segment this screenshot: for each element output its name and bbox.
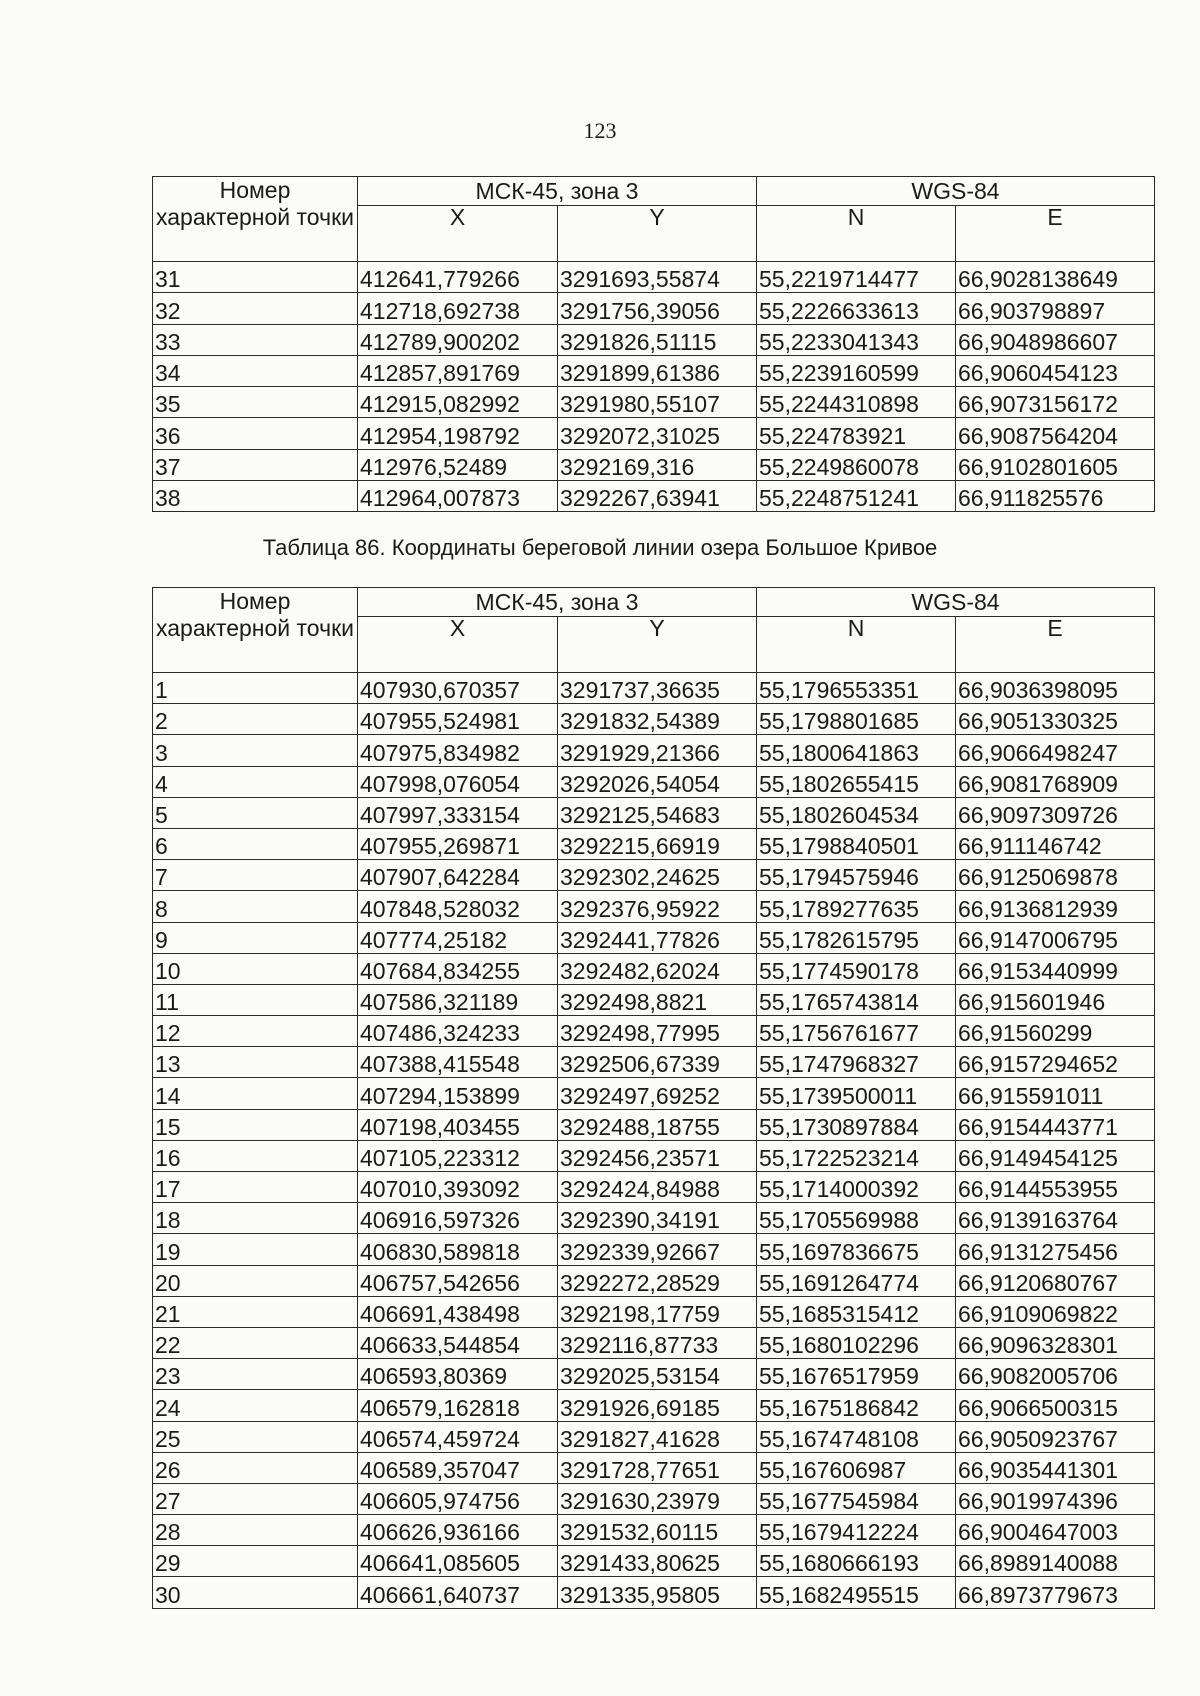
y-value-cell: 3292497,69252: [558, 1078, 757, 1109]
x-value-cell: 412954,198792: [358, 418, 558, 449]
e-column-header: E: [956, 206, 1155, 262]
point-number-cell: 35: [153, 387, 358, 418]
n-value-cell: 55,1802604534: [757, 797, 956, 828]
y-value-cell: 3292506,67339: [558, 1047, 757, 1078]
point-number-cell: 2: [153, 704, 358, 735]
table-row: [153, 828, 1155, 859]
point-number-cell: 33: [153, 324, 358, 355]
y-value-cell: 3292169,316: [558, 449, 757, 480]
y-value-cell: 3292302,24625: [558, 860, 757, 891]
x-value-cell: 407105,223312: [358, 1140, 558, 1171]
table-row: [153, 891, 1155, 922]
n-value-cell: 55,2249860078: [757, 449, 956, 480]
n-value-cell: 55,1747968327: [757, 1047, 956, 1078]
y-value-cell: 3292390,34191: [558, 1203, 757, 1234]
table-row: [153, 1515, 1155, 1546]
point-number-cell: 13: [153, 1047, 358, 1078]
x-value-cell: 406691,438498: [358, 1296, 558, 1327]
x-value-cell: 407388,415548: [358, 1047, 558, 1078]
table-row: [153, 735, 1155, 766]
table-row: [153, 481, 1155, 512]
e-value-cell: 66,9131275456: [956, 1234, 1155, 1265]
y-value-cell: 3292116,87733: [558, 1327, 757, 1358]
table-row: [153, 1234, 1155, 1265]
x-value-cell: 406593,80369: [358, 1359, 558, 1390]
x-value-cell: 406574,459724: [358, 1421, 558, 1452]
x-value-cell: 407955,269871: [358, 828, 558, 859]
y-value-cell: 3291832,54389: [558, 704, 757, 735]
e-value-cell: 66,9136812939: [956, 891, 1155, 922]
x-value-cell: 406916,597326: [358, 1203, 558, 1234]
point-number-header: Номер характерной точки: [153, 588, 358, 673]
point-number-cell: 29: [153, 1546, 358, 1577]
e-value-cell: 66,9066500315: [956, 1390, 1155, 1421]
y-value-cell: 3292215,66919: [558, 828, 757, 859]
point-number-cell: 32: [153, 293, 358, 324]
y-value-cell: 3292026,54054: [558, 766, 757, 797]
n-value-cell: 55,1782615795: [757, 922, 956, 953]
y-value-cell: 3291693,55874: [558, 262, 757, 293]
n-value-cell: 55,1722523214: [757, 1140, 956, 1171]
e-value-cell: 66,9004647003: [956, 1515, 1155, 1546]
e-value-cell: 66,9087564204: [956, 418, 1155, 449]
x-value-cell: 412857,891769: [358, 355, 558, 386]
x-value-cell: 406605,974756: [358, 1483, 558, 1514]
table-row: [153, 387, 1155, 418]
e-value-cell: 66,9066498247: [956, 735, 1155, 766]
table-row: [153, 293, 1155, 324]
e-value-cell: 66,9051330325: [956, 704, 1155, 735]
point-number-cell: 16: [153, 1140, 358, 1171]
x-value-cell: 412964,007873: [358, 481, 558, 512]
x-value-cell: 407774,25182: [358, 922, 558, 953]
e-value-cell: 66,9082005706: [956, 1359, 1155, 1390]
y-value-cell: 3292198,17759: [558, 1296, 757, 1327]
y-value-cell: 3291630,23979: [558, 1483, 757, 1514]
point-number-cell: 1: [153, 673, 358, 704]
x-value-cell: 407010,393092: [358, 1172, 558, 1203]
table-row: [153, 1109, 1155, 1140]
e-value-cell: 66,9019974396: [956, 1483, 1155, 1514]
x-value-cell: 406830,589818: [358, 1234, 558, 1265]
e-value-cell: 66,9073156172: [956, 387, 1155, 418]
n-value-cell: 55,2248751241: [757, 481, 956, 512]
n-value-cell: 55,167606987: [757, 1452, 956, 1483]
x-column-header: X: [358, 206, 558, 262]
x-value-cell: 407294,153899: [358, 1078, 558, 1109]
table-row: [153, 673, 1155, 704]
n-column-header: N: [757, 617, 956, 673]
x-value-cell: 406589,357047: [358, 1452, 558, 1483]
table-row: [153, 262, 1155, 293]
x-value-cell: 407955,524981: [358, 704, 558, 735]
y-value-cell: 3292267,63941: [558, 481, 757, 512]
table-row: [153, 1577, 1155, 1608]
n-column-header: N: [757, 206, 956, 262]
e-value-cell: 66,9144553955: [956, 1172, 1155, 1203]
e-value-cell: 66,9035441301: [956, 1452, 1155, 1483]
n-value-cell: 55,1794575946: [757, 860, 956, 891]
y-column-header: Y: [558, 617, 757, 673]
e-value-cell: 66,9147006795: [956, 922, 1155, 953]
y-value-cell: 3291433,80625: [558, 1546, 757, 1577]
table-row: [153, 1296, 1155, 1327]
n-value-cell: 55,224783921: [757, 418, 956, 449]
e-value-cell: 66,9120680767: [956, 1265, 1155, 1296]
table-row: [153, 1203, 1155, 1234]
e-value-cell: 66,911146742: [956, 828, 1155, 859]
e-value-cell: 66,9028138649: [956, 262, 1155, 293]
n-value-cell: 55,1679412224: [757, 1515, 956, 1546]
e-value-cell: 66,9081768909: [956, 766, 1155, 797]
e-value-cell: 66,9036398095: [956, 673, 1155, 704]
x-value-cell: 407907,642284: [358, 860, 558, 891]
table-row: [153, 704, 1155, 735]
shoreline-coordinates-table: [152, 587, 1155, 1609]
point-number-cell: 31: [153, 262, 358, 293]
table-row: [153, 418, 1155, 449]
e-value-cell: 66,91560299: [956, 1016, 1155, 1047]
e-value-cell: 66,9060454123: [956, 355, 1155, 386]
y-value-cell: 3292498,77995: [558, 1016, 757, 1047]
wgs-group-header: WGS-84: [757, 588, 1155, 617]
n-value-cell: 55,1691264774: [757, 1265, 956, 1296]
x-value-cell: 406579,162818: [358, 1390, 558, 1421]
point-number-cell: 38: [153, 481, 358, 512]
x-value-cell: 407975,834982: [358, 735, 558, 766]
table-row: [153, 1047, 1155, 1078]
y-value-cell: 3291335,95805: [558, 1577, 757, 1608]
n-value-cell: 55,2239160599: [757, 355, 956, 386]
e-value-cell: 66,8989140088: [956, 1546, 1155, 1577]
point-number-cell: 19: [153, 1234, 358, 1265]
y-value-cell: 3292072,31025: [558, 418, 757, 449]
point-number-cell: 11: [153, 984, 358, 1015]
y-value-cell: 3292482,62024: [558, 953, 757, 984]
msk-group-header: МСК-45, зона 3: [358, 177, 757, 206]
x-column-header: X: [358, 617, 558, 673]
y-value-cell: 3291926,69185: [558, 1390, 757, 1421]
point-number-cell: 26: [153, 1452, 358, 1483]
point-number-cell: 15: [153, 1109, 358, 1140]
point-number-cell: 34: [153, 355, 358, 386]
y-value-cell: 3292025,53154: [558, 1359, 757, 1390]
point-number-cell: 5: [153, 797, 358, 828]
y-value-cell: 3291980,55107: [558, 387, 757, 418]
table-row: [153, 449, 1155, 480]
table-row: [153, 1421, 1155, 1452]
table-caption: Таблица 86. Координаты береговой линии озера Большое Кривое: [262, 535, 938, 560]
e-value-cell: 66,911825576: [956, 481, 1155, 512]
n-value-cell: 55,2244310898: [757, 387, 956, 418]
e-value-cell: 66,9139163764: [956, 1203, 1155, 1234]
e-value-cell: 66,9125069878: [956, 860, 1155, 891]
y-value-cell: 3291826,51115: [558, 324, 757, 355]
n-value-cell: 55,1798801685: [757, 704, 956, 735]
point-number-cell: 10: [153, 953, 358, 984]
y-value-cell: 3292339,92667: [558, 1234, 757, 1265]
point-number-cell: 27: [153, 1483, 358, 1514]
y-value-cell: 3292125,54683: [558, 797, 757, 828]
point-number-cell: 28: [153, 1515, 358, 1546]
table-row: [153, 1359, 1155, 1390]
point-number-cell: 25: [153, 1421, 358, 1452]
point-number-cell: 21: [153, 1296, 358, 1327]
e-value-cell: 66,9154443771: [956, 1109, 1155, 1140]
n-value-cell: 55,1674748108: [757, 1421, 956, 1452]
e-value-cell: 66,9097309726: [956, 797, 1155, 828]
table-row: [153, 984, 1155, 1015]
x-value-cell: 412641,779266: [358, 262, 558, 293]
point-number-cell: 7: [153, 860, 358, 891]
y-column-header: Y: [558, 206, 757, 262]
n-value-cell: 55,1756761677: [757, 1016, 956, 1047]
table-row: [153, 1327, 1155, 1358]
n-value-cell: 55,1697836675: [757, 1234, 956, 1265]
page-number: 123: [583, 118, 617, 143]
n-value-cell: 55,1796553351: [757, 673, 956, 704]
table-row: [153, 922, 1155, 953]
n-value-cell: 55,1714000392: [757, 1172, 956, 1203]
e-value-cell: 66,9157294652: [956, 1047, 1155, 1078]
e-value-cell: 66,915591011: [956, 1078, 1155, 1109]
x-value-cell: 412976,52489: [358, 449, 558, 480]
table-row: [153, 1452, 1155, 1483]
x-value-cell: 406757,542656: [358, 1265, 558, 1296]
x-value-cell: 406641,085605: [358, 1546, 558, 1577]
coordinates-table-continued: [152, 176, 1155, 512]
e-value-cell: 66,9153440999: [956, 953, 1155, 984]
e-value-cell: 66,915601946: [956, 984, 1155, 1015]
y-value-cell: 3292424,84988: [558, 1172, 757, 1203]
n-value-cell: 55,1685315412: [757, 1296, 956, 1327]
e-value-cell: 66,9102801605: [956, 449, 1155, 480]
n-value-cell: 55,1802655415: [757, 766, 956, 797]
table-row: [153, 953, 1155, 984]
x-value-cell: 407998,076054: [358, 766, 558, 797]
x-value-cell: 407997,333154: [358, 797, 558, 828]
e-value-cell: 66,8973779673: [956, 1577, 1155, 1608]
n-value-cell: 55,1676517959: [757, 1359, 956, 1390]
y-value-cell: 3291728,77651: [558, 1452, 757, 1483]
table-row: [153, 1390, 1155, 1421]
x-value-cell: 407848,528032: [358, 891, 558, 922]
x-value-cell: 406661,640737: [358, 1577, 558, 1608]
y-value-cell: 3291532,60115: [558, 1515, 757, 1546]
point-number-cell: 3: [153, 735, 358, 766]
point-number-cell: 24: [153, 1390, 358, 1421]
point-number-cell: 9: [153, 922, 358, 953]
point-number-cell: 36: [153, 418, 358, 449]
n-value-cell: 55,1789277635: [757, 891, 956, 922]
n-value-cell: 55,1680102296: [757, 1327, 956, 1358]
point-number-cell: 37: [153, 449, 358, 480]
table-row: [153, 1483, 1155, 1514]
x-value-cell: 406633,544854: [358, 1327, 558, 1358]
n-value-cell: 55,1739500011: [757, 1078, 956, 1109]
n-value-cell: 55,2219714477: [757, 262, 956, 293]
point-number-cell: 17: [153, 1172, 358, 1203]
y-value-cell: 3291929,21366: [558, 735, 757, 766]
point-number-cell: 8: [153, 891, 358, 922]
n-value-cell: 55,1730897884: [757, 1109, 956, 1140]
y-value-cell: 3292456,23571: [558, 1140, 757, 1171]
x-value-cell: 407684,834255: [358, 953, 558, 984]
point-number-cell: 12: [153, 1016, 358, 1047]
table-row: [153, 797, 1155, 828]
point-number-cell: 20: [153, 1265, 358, 1296]
n-value-cell: 55,1774590178: [757, 953, 956, 984]
table-row: [153, 1546, 1155, 1577]
e-value-cell: 66,903798897: [956, 293, 1155, 324]
table-row: [153, 1265, 1155, 1296]
table-row: [153, 1078, 1155, 1109]
point-number-cell: 18: [153, 1203, 358, 1234]
e-value-cell: 66,9096328301: [956, 1327, 1155, 1358]
x-value-cell: 406626,936166: [358, 1515, 558, 1546]
y-value-cell: 3292441,77826: [558, 922, 757, 953]
n-value-cell: 55,1682495515: [757, 1577, 956, 1608]
table-row: [153, 860, 1155, 891]
n-value-cell: 55,1798840501: [757, 828, 956, 859]
point-number-header: Номер характерной точки: [153, 177, 358, 262]
table-row: [153, 766, 1155, 797]
e-value-cell: 66,9149454125: [956, 1140, 1155, 1171]
e-column-header: E: [956, 617, 1155, 673]
y-value-cell: 3291756,39056: [558, 293, 757, 324]
point-number-cell: 6: [153, 828, 358, 859]
e-value-cell: 66,9048986607: [956, 324, 1155, 355]
y-value-cell: 3292376,95922: [558, 891, 757, 922]
y-value-cell: 3292498,8821: [558, 984, 757, 1015]
n-value-cell: 55,2226633613: [757, 293, 956, 324]
n-value-cell: 55,1675186842: [757, 1390, 956, 1421]
x-value-cell: 412789,900202: [358, 324, 558, 355]
x-value-cell: 407198,403455: [358, 1109, 558, 1140]
n-value-cell: 55,1680666193: [757, 1546, 956, 1577]
msk-group-header: МСК-45, зона 3: [358, 588, 757, 617]
wgs-group-header: WGS-84: [757, 177, 1155, 206]
table-row: [153, 1172, 1155, 1203]
y-value-cell: 3291827,41628: [558, 1421, 757, 1452]
table-row: [153, 355, 1155, 386]
table-row: [153, 1016, 1155, 1047]
table-row: [153, 324, 1155, 355]
y-value-cell: 3292272,28529: [558, 1265, 757, 1296]
e-value-cell: 66,9109069822: [956, 1296, 1155, 1327]
x-value-cell: 407586,321189: [358, 984, 558, 1015]
y-value-cell: 3292488,18755: [558, 1109, 757, 1140]
x-value-cell: 412718,692738: [358, 293, 558, 324]
point-number-cell: 4: [153, 766, 358, 797]
x-value-cell: 407930,670357: [358, 673, 558, 704]
y-value-cell: 3291899,61386: [558, 355, 757, 386]
n-value-cell: 55,2233041343: [757, 324, 956, 355]
n-value-cell: 55,1765743814: [757, 984, 956, 1015]
point-number-cell: 14: [153, 1078, 358, 1109]
x-value-cell: 412915,082992: [358, 387, 558, 418]
x-value-cell: 407486,324233: [358, 1016, 558, 1047]
y-value-cell: 3291737,36635: [558, 673, 757, 704]
e-value-cell: 66,9050923767: [956, 1421, 1155, 1452]
point-number-cell: 22: [153, 1327, 358, 1358]
table-row: [153, 1140, 1155, 1171]
point-number-cell: 30: [153, 1577, 358, 1608]
n-value-cell: 55,1800641863: [757, 735, 956, 766]
n-value-cell: 55,1677545984: [757, 1483, 956, 1514]
point-number-cell: 23: [153, 1359, 358, 1390]
n-value-cell: 55,1705569988: [757, 1203, 956, 1234]
